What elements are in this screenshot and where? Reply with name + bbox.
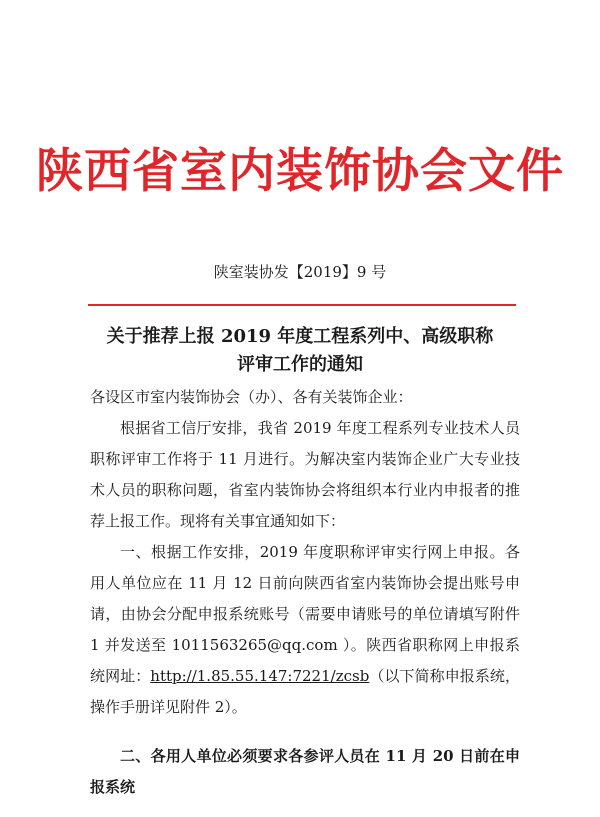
item-1-text-end: （以下简称申报系统，操作手册详见附件 2）。 — [90, 667, 520, 716]
spacer — [90, 723, 520, 741]
item-1-text: 一、根据工作安排，2019 年度职称评审实行网上申报。各用人单位应在 11 月 12 日前向陕西省室内装饰协会提出账号申请，由协会分配申报系统账号（需要申请账号的单位请填写附件 1 并发送至 1011563265@qq.com ）。陕西省职称网上申报系统网址： — [90, 543, 520, 685]
notice-title — [0, 323, 600, 379]
document-masthead: 陕西省室内装饰协会文件 — [36, 144, 564, 199]
salutation: 各设区市室内装饰协会（办）、各有关装饰企业： — [90, 388, 413, 406]
notice-body — [90, 382, 520, 803]
notice-title-line-2: 评审工作的通知 — [237, 354, 363, 375]
red-divider — [88, 304, 516, 306]
declaration-system-link[interactable]: http://1.85.55.147:7221/zcsb — [150, 667, 370, 685]
item-1 — [90, 537, 520, 723]
document-number: 陕室装协发【2019】9 号 — [213, 263, 387, 281]
item-2: 二、各用人单位必须要求各参评人员在 11 月 20 日前在申报系统 — [90, 747, 520, 796]
paragraph-intro: 根据省工信厅安排，我省 2019 年度工程系列专业技术人员职称评审工作将于 11 月进行。为解决室内装饰企业广大专业技术人员的职称问题，省室内装饰协会将组织本行业内申报者的推荐上报工作。现将有关事宜通知如下： — [90, 419, 520, 530]
notice-title-line-1: 关于推荐上报 2019 年度工程系列中、高级职称 — [106, 326, 494, 347]
